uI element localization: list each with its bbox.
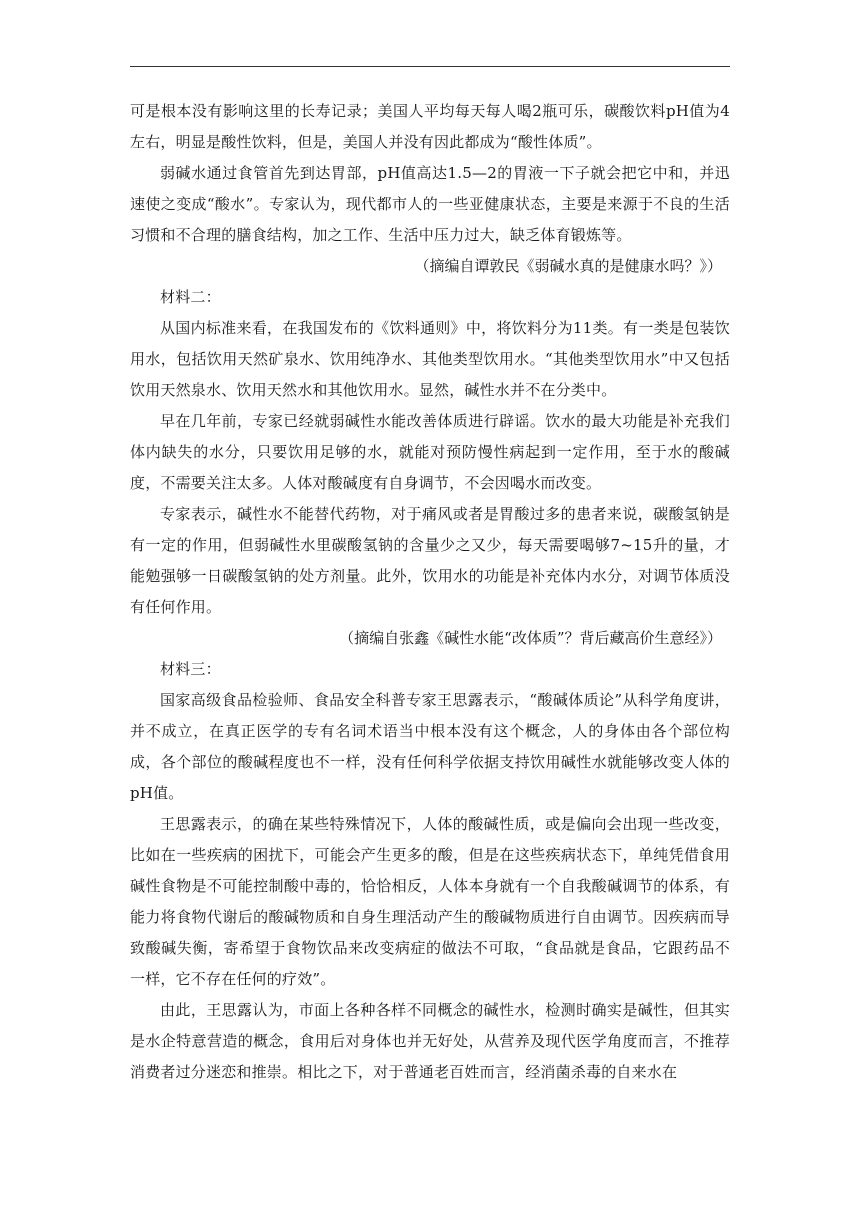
- paragraph-6: 国家高级食品检验师、食品安全科普专家王思露表示，“酸碱体质论”从科学角度讲，并不成立，在真正医学的专有名词术语当中根本没有这个概念，人的身体由各个部位构成，各个部位的酸碱程度也不一样，没有任何科学依据支持饮用碱性水就能够改变人体的pH值。: [130, 691, 730, 802]
- section-heading-material-3: 材料三：: [160, 660, 221, 678]
- paragraph-8: 由此，王思露认为，市面上各种各样不同概念的碱性水，检测时确实是碱性，但其实是水企特意营造的概念，食用后对身体也并无好处，从营养及现代医学角度而言，不推荐消费者过分迷恋和推崇。相比之下，对于普通老百姓而言，经消菌杀毒的自来水在: [130, 1001, 730, 1081]
- source-citation-1: （摘编自谭敦民《弱碱水真的是健康水吗？》）: [414, 257, 722, 275]
- header-rule: [130, 66, 730, 67]
- paragraph-7: 王思露表示，的确在某些特殊情况下，人体的酸碱性质，或是偏向会出现一些改变，比如在一些疾病的困扰下，可能会产生更多的酸，但是在这些疾病状态下，单纯凭借食用碱性食物是不可能控制酸中毒的，恰恰相反，人体本身就有一个自我酸碱调节的体系，有能力将食物代谢后的酸碱物质和自身生理活动产生的酸碱物质进行自由调节。因疾病而导致酸碱失衡，寄希望于食物饮品来改变病症的做法不可取，“食品就是食品，它跟药品不一样，它不存在任何的疗效”。: [130, 815, 730, 988]
- paragraph-3: 从国内标准来看，在我国发布的《饮料通则》中，将饮料分为11类。有一类是包装饮用水，包括饮用天然矿泉水、饮用纯净水、其他类型饮用水。“其他类型饮用水”中又包括饮用天然泉水、饮用天然水和其他饮用水。显然，碱性水并不在分类中。: [130, 319, 730, 399]
- paragraph-5: 专家表示，碱性水不能替代药物，对于痛风或者是胃酸过多的患者来说，碳酸氢钠是有一定的作用，但弱碱性水里碳酸氢钠的含量少之又少，每天需要喝够7~15升的量，才能勉强够一日碳酸氢钠的处方剂量。此外，饮用水的功能是补充体内水分，对调节体质没有任何作用。: [130, 505, 730, 616]
- paragraph-1: 可是根本没有影响这里的长寿记录；美国人平均每天每人喝2瓶可乐，碳酸饮料pH值为4左右，明显是酸性饮料，但是，美国人并没有因此都成为“酸性体质”。: [130, 102, 730, 151]
- paragraph-4: 早在几年前，专家已经就弱碱性水能改善体质进行辟谣。饮水的最大功能是补充我们体内缺失的水分，只要饮用足够的水，就能对预防慢性病起到一定作用，至于水的酸碱度，不需要关注太多。人体对酸碱度有自身调节，不会因喝水而改变。: [130, 412, 730, 492]
- source-citation-2: （摘编自张鑫《碱性水能“改体质”？背后藏高价生意经》）: [339, 629, 722, 647]
- document-page: [130, 96, 730, 1088]
- section-heading-material-2: 材料二：: [160, 288, 221, 306]
- paragraph-2: 弱碱水通过食管首先到达胃部，pH值高达1.5—2的胃液一下子就会把它中和，并迅速使之变成“酸水”。专家认为，现代都市人的一些亚健康状态，主要是来源于不良的生活习惯和不合理的膳食结构，加之工作、生活中压力过大，缺乏体育锻炼等。: [130, 164, 730, 244]
